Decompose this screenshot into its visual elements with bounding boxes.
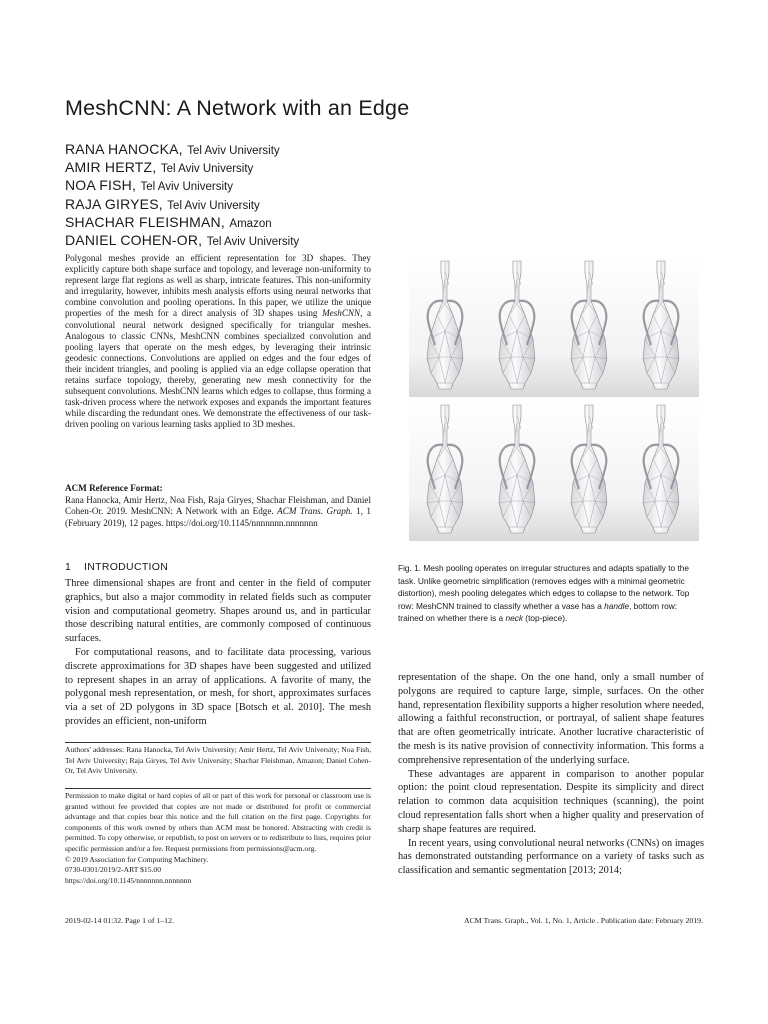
abstract xyxy=(65,253,371,431)
intro-left-column xyxy=(65,577,371,729)
author-addresses-footnote: Authors' addresses: Rana Hanocka, Tel Aviv University; Amir Hertz, Tel Aviv University; Noa Fish, Tel Aviv University; Raja Giryes, Tel Aviv University; Shachar Fleishman, Amazon; Daniel Cohen-Or, Tel Aviv University. xyxy=(65,745,371,776)
author-name: RANA HANOCKA, xyxy=(65,141,183,157)
author-affiliation: Tel Aviv University xyxy=(140,181,233,194)
doi-link[interactable]: https://doi.org/10.1145/nnnnnnn.nnnnnnn xyxy=(65,875,192,885)
abstract-emphasis: MeshCNN xyxy=(322,308,361,319)
paragraph: These advantages are apparent in comparison to another popular option: the point cloud representation. Despite its simplicity and direct relation to common data acquisition techniques (scanning), the point cloud representation falls short when a higher quality and preservation of sharp shape features are required. xyxy=(398,768,704,835)
permission-text: Permission to make digital or hard copies of all or part of this work for personal or classroom use is granted without fee provided that copies are not made or distributed for profit or commercial advantage and that copies bear this notice and the full citation on the first page. Copyrights for components of this work owned by others than ACM must be honored. Abstracting with credit is permitted. To copy otherwise, or republish, to post on servers or to redistribute to lists, requires prior specific permission and/or a fee. Request permissions from permissions@acm.org. xyxy=(65,791,371,853)
intro-right-column xyxy=(398,671,704,878)
author-line xyxy=(65,140,465,158)
author-affiliation: Tel Aviv University xyxy=(187,145,280,157)
author-list xyxy=(65,140,465,249)
author-name: AMIR HERTZ, xyxy=(65,159,157,176)
paragraph: Three dimensional shapes are front and center in the field of computer graphics, but also a major commodity in related fields such as computer vision and computational geometry. Shapes around us, and in particular those describing natural entities, are commonly composed of continuous surfaces. xyxy=(65,578,371,645)
footer-journal-info: ACM Trans. Graph., Vol. 1, No. 1, Article . Publication date: February 2019. xyxy=(463,916,703,925)
abstract-text: Polygonal meshes provide an efficient representation for 3D shapes. They explicitly capture both shape surface and topology, and leverage non-uniformity to represent large flat regions as well as sharp, intricate features. This non-uniformity and irregularity, however, inhibits mesh analysis efforts using neural networks that combine convolution and pooling operations. In this paper, we utilize the unique properties of the mesh for a direct analysis of 3D shapes using xyxy=(65,253,371,319)
figure-caption xyxy=(398,562,704,625)
author-affiliation: Amazon xyxy=(229,217,272,230)
author-line xyxy=(65,231,465,249)
footnote-rule xyxy=(65,742,371,743)
acm-reference-body xyxy=(65,495,371,530)
copyright-line: © 2019 Association for Computing Machinery. xyxy=(65,854,209,864)
acm-reference-text: 1, 1 (February 2019), 12 pages. https://doi.org/10.1145/nnnnnnn.nnnnnnn xyxy=(65,506,371,528)
paragraph: For computational reasons, and to facilitate data processing, various discrete approximations for 3D shapes have been suggested and utilized to represent shapes in an array of applications. A favorite of many, the polygonal mesh representation, or mesh, for short, approximates surfaces via a set of 2D polygons in 3D space [Botsch et al. 2010]. The mesh provides an efficient, non-uniform xyxy=(65,646,371,727)
author-affiliation: Tel Aviv University xyxy=(206,235,300,248)
author-name: SHACHAR FLEISHMAN, xyxy=(65,213,225,230)
vase-mesh-figure xyxy=(409,255,699,541)
author-affiliation: Tel Aviv University xyxy=(160,163,254,176)
acm-reference-journal: ACM Trans. Graph. xyxy=(277,506,353,517)
author-affiliation: Tel Aviv University xyxy=(167,199,260,212)
acm-reference-text: Rana Hanocka, Amir Hertz, Noa Fish, Raja Giryes, Shachar Fleishman, and Daniel Cohen-Or. 2019. MeshCNN: A Network with an Edge. xyxy=(65,494,371,517)
author-line xyxy=(65,195,465,213)
acm-reference-heading: ACM Reference Format: xyxy=(65,483,163,493)
author-line xyxy=(65,213,465,231)
caption-emphasis: neck xyxy=(505,613,523,624)
permission-rule xyxy=(65,788,371,789)
paper-title: MeshCNN: A Network with an Edge xyxy=(65,96,410,120)
author-name: DANIEL COHEN-OR, xyxy=(65,231,203,248)
permission-notice xyxy=(65,791,371,886)
caption-text: (top-piece). xyxy=(523,613,568,624)
caption-text: Fig. 1. Mesh pooling operates on irregular structures and adapts spatially to the task. Unlike geometric simplification (removes edges with a minimal geometric distortion), mesh pooling delegates which edges to collapse to the network. Top row: MeshCNN trained to classify whether a vase has a xyxy=(398,563,690,611)
author-line xyxy=(65,176,465,194)
acm-reference xyxy=(65,483,371,529)
issn-line: 0730-0301/2019/2-ART $15.00 xyxy=(65,865,162,875)
paragraph: In recent years, using convolutional neural networks (CNNs) on images has demonstrated outstanding performance on a variety of tasks such as classification and semantic segmentation [2013; 2014; xyxy=(398,837,704,877)
caption-text: , bottom row: trained on whether there is a xyxy=(398,600,678,624)
author-name: RAJA GIRYES, xyxy=(65,195,163,212)
footer-page-info: 2019-02-14 01:32. Page 1 of 1–12. xyxy=(65,916,174,925)
section-heading: 1 INTRODUCTION xyxy=(65,561,169,573)
abstract-text: , a convolutional neural network designed specifically for triangular meshes. Analogous to classic CNNs, MeshCNN combines specialized convolution and pooling layers that operate on the mesh edges, by leveraging their intrinsic geodesic connections. Convolutions are applied on edges and the four edges of their incident triangles, and pooling is applied via an edge collapse operation that retains surface topology, thereby, generating new mesh connectivity for the subsequent convolutions. MeshCNN learns which edges to collapse, thus forming a task-driven process where the network exposes and expands the important features while discarding the redundant ones. We demonstrate the effectiveness of our task-driven pooling on various learning tasks applied to 3D meshes. xyxy=(65,308,371,430)
caption-emphasis: handle xyxy=(604,600,630,611)
figure-1 xyxy=(409,255,699,541)
author-name: NOA FISH, xyxy=(65,177,137,194)
paragraph: representation of the shape. On the one hand, only a small number of polygons are required to capture large, simple, surfaces. On the other hand, representation flexibility supports a higher resolution where needed, allowing a faithful reconstruction, or portrayal, of salient shape features that are often geometrically intricate. Another lucrative characteristic of the mesh is its native provision of connectivity information. This forms a comprehensive representation of the underlying surface. xyxy=(398,672,704,766)
author-line xyxy=(65,158,465,176)
